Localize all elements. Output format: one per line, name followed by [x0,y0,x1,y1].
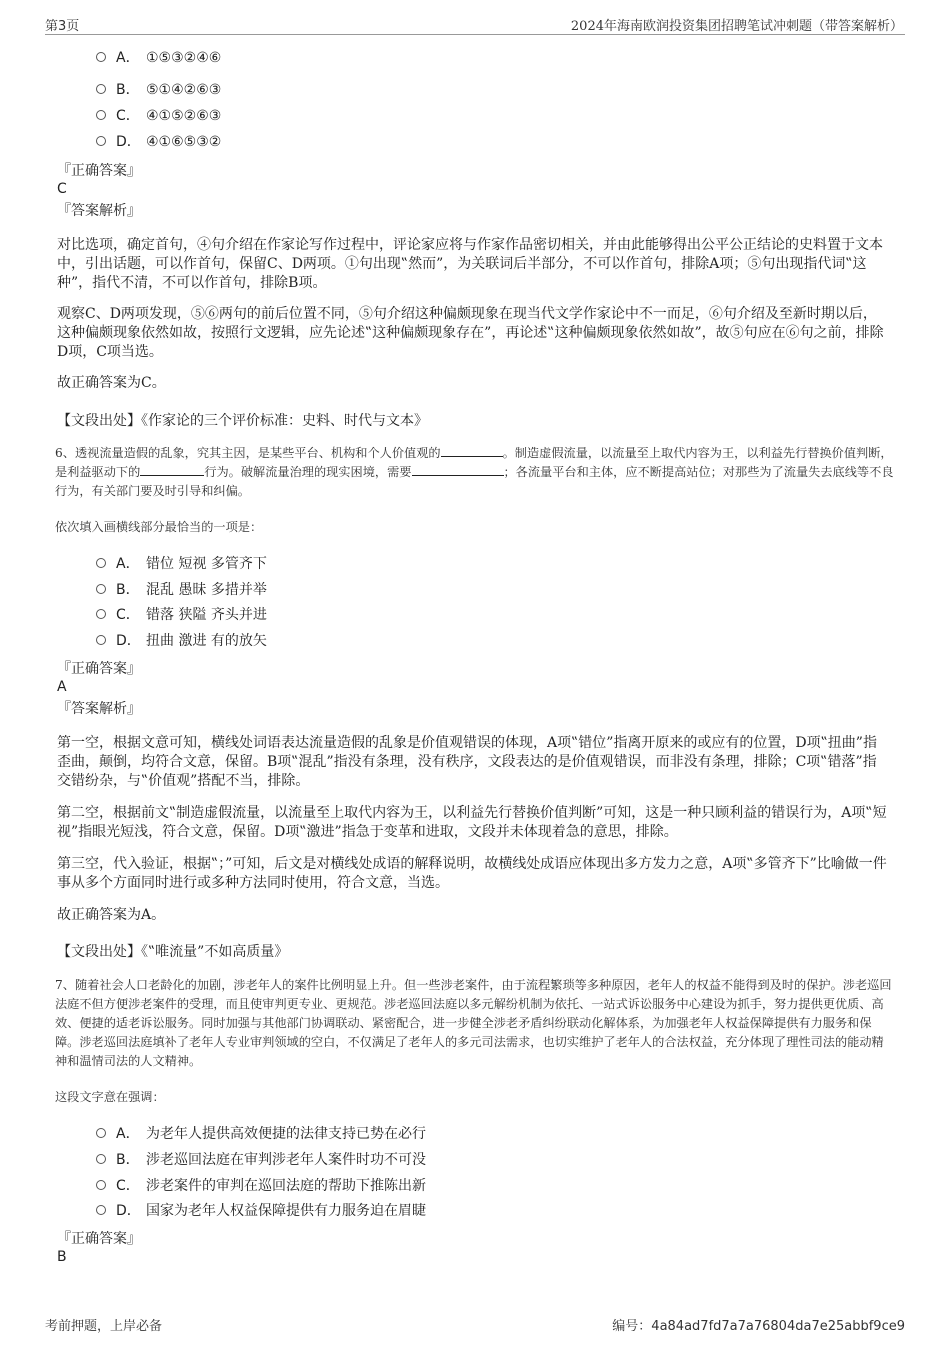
page-header [45,10,905,35]
radio-icon[interactable] [96,1180,106,1190]
q7-stem: 7、随着社会人口老龄化的加剧，涉老年人的案件比例明显上升。但一些涉老案件，由于流程繁琐等多种原因，老年人的权益不能得到及时的保护。涉老巡回法庭不但方便涉老案件的受理，而且使审判更专业、更规范。涉老巡回法庭以多元解纷机制为依托、一站式诉讼服务中心建设为抓手，努力提供更优质、高效、便捷的适老诉讼服务。同时加强与其他部门协调联动、紧密配合，进一步健全涉老矛盾纠纷联动化解体系，为加强老年人权益保障提供有力服务和保障。涉老巡回法庭填补了老年人专业审判领域的空白，不仅满足了老年人的多元司法需求，也切实维护了老年人的合法权益，充分体现了理性司法的能动精神和温情司法的人文精神。 [55,978,892,1068]
q6-option-b[interactable]: B． 混乱 愚昧 多措并举 [96,580,267,600]
q7-prompt: 这段文字意在强调： [55,1090,165,1104]
q7-answer-label: 『正确答案』 [57,1231,141,1247]
q6-analysis-paragraph: 第三空，代入验证，根据‟；”可知，后文是对横线处成语的解释说明，故横线处成语应体现出多方发力之意，A项‟多管齐下”比喻做一件事从多个方面同时进行或多种方法同时使用，符合文意，当选。 [57,856,887,891]
q5-analysis-paragraph: 故正确答案为C。 [57,375,166,391]
q5-analysis-paragraph: 观察C、D两项发现，⑤⑥两句的前后位置不同，⑤句介绍这种偏颇现象在现当代文学作家论中不一而足，⑥句介绍及至新时期以后，这种偏颇现象依然如故，按照行文逻辑，应先论述‟这种偏颇现象存在”，再论述‟这种偏颇现象依然如故”，故⑤句应在⑥句之前，排除D项，C项当选。 [57,306,884,360]
q5-analysis-paragraph: 对比选项，确定首句，④句介绍在作家论写作过程中，评论家应将与作家作品密切相关，并由此能够得出公平公正结论的史料置于文本中，引出话题，可以作首句，保留C、D两项。①句出现‟然而”，为关联词后半部分，不可以作首句，排除A项；⑤句出现指代词‟这种”，指代不清，不可以作首句，排除B项。 [57,237,883,291]
q5-option-b[interactable]: B． ⑤①④②⑥③ [96,80,221,100]
radio-icon[interactable] [96,558,106,568]
blank-line [441,444,503,457]
q6-analysis-paragraph: 故正确答案为A。 [57,907,166,923]
q6-analysis-label: 『答案解析』 [57,701,141,717]
radio-icon[interactable] [96,1205,106,1215]
radio-icon[interactable] [96,584,106,594]
q6-analysis-paragraph: 第一空，根据文意可知，横线处词语表达流量造假的乱象是价值观错误的体现，A项‟错位”指离开原来的或应有的位置，D项‟扭曲”指歪曲，颠倒，均符合文意，保留。B项‟混乱”指没有条理，没有秩序，文段表达的是价值观错误，而非没有条理，排除；C项‟错落”指交错纷杂，与‟价值观”搭配不当，排除。 [57,735,877,789]
q7-option-c[interactable]: C． 涉老案件的审判在巡回法庭的帮助下推陈出新 [96,1176,426,1196]
radio-icon[interactable] [96,110,106,120]
radio-icon[interactable] [96,609,106,619]
q7-option-d[interactable]: D． 国家为老年人权益保障提供有力服务迫在眉睫 [96,1201,426,1221]
q6-stem: 6、透视流量造假的乱象，究其主因，是某些平台、机构和个人价值观的 。制造虚假流量，以流量至上取代内容为王，以利益先行替换价值判断，是利益驱动下的 行为。破解流量治理的现实困境，需要 ；各流量平台和主体，应不断提高站位；对那些为了流量失去底线等不良行为，有关部门要及时引导和纠偏。 [55,446,894,498]
q6-option-c[interactable]: C． 错落 狭隘 齐头并进 [96,605,267,625]
radio-icon[interactable] [96,1154,106,1164]
q6-option-a[interactable]: A． 错位 短视 多管齐下 [96,554,267,574]
q5-option-c[interactable]: C． ④①⑤②⑥③ [96,106,221,126]
q6-analysis-paragraph: 第二空，根据前文‟制造虚假流量，以流量至上取代内容为王，以利益先行替换价值判断”可知，这是一种只顾利益的错误行为，A项‟短视”指眼光短浅，符合文意，保留。D项‟激进”指急于变革和进取，文段并未体现着急的意思，排除。 [57,805,887,840]
q7-option-b[interactable]: B． 涉老巡回法庭在审判涉老年人案件时功不可没 [96,1150,426,1170]
q5-answer-label: 『正确答案』 [57,163,141,179]
radio-icon[interactable] [96,136,106,146]
radio-icon[interactable] [96,635,106,645]
blank-line [140,463,204,476]
blank-line [412,463,504,476]
radio-icon[interactable] [96,52,106,62]
q6-answer-label: 『正确答案』 [57,661,141,677]
q5-source: 【文段出处】《作家论的三个评价标准：史料、时代与文本》 [57,413,428,429]
q5-answer: C [57,181,67,197]
radio-icon[interactable] [96,84,106,94]
q7-option-a[interactable]: A． 为老年人提供高效便捷的法律支持已势在必行 [96,1124,426,1144]
q5-option-d[interactable]: D． ④①⑥⑤③② [96,132,221,152]
document-title: 2024年海南欧润投资集团招聘笔试冲刺题（带答案解析） [570,19,903,34]
q6-answer: A [57,679,67,695]
q6-option-d[interactable]: D． 扭曲 激进 有的放矢 [96,631,267,651]
q5-option-a[interactable]: A． ①⑤③②④⑥ [96,48,221,68]
q7-answer: B [57,1249,67,1265]
q5-analysis-label: 『答案解析』 [57,203,141,219]
q6-source: 【文段出处】《‟唯流量”不如高质量》 [57,944,289,960]
page-number: 第3页 [45,19,80,34]
page-footer [45,1315,905,1334]
footer-slogan: 考前押题，上岸必备 [45,1319,163,1334]
radio-icon[interactable] [96,1128,106,1138]
document-code: 编号：4a84ad7fd7a7a76804da7e25abbf9ce9 [612,1319,905,1334]
q6-prompt: 依次填入画横线部分最恰当的一项是： [55,520,263,534]
